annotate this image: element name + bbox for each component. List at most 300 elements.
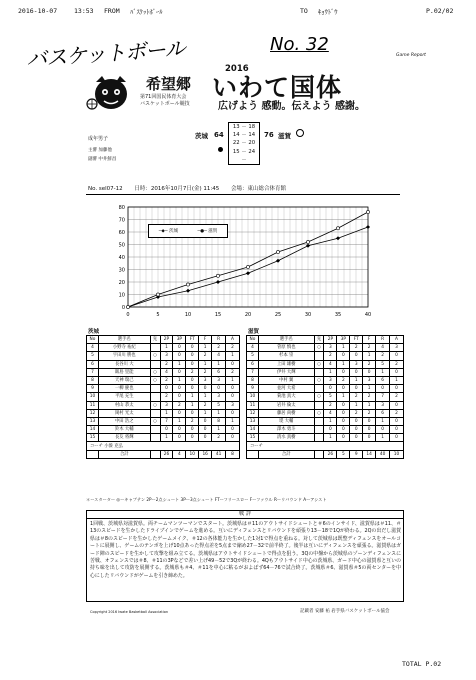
- table-cell: 1: [186, 393, 199, 401]
- table-cell: [150, 426, 160, 434]
- legend-series-b-label: 滋賀: [208, 229, 218, 234]
- table-cell: 1: [199, 393, 212, 401]
- x-tick-label: 20: [244, 312, 252, 318]
- table-cell: [150, 344, 160, 352]
- table-cell: 3: [212, 393, 226, 401]
- table-cell: 2: [199, 368, 212, 376]
- table-cell: 9: [247, 385, 259, 393]
- table-cell: 0: [226, 426, 240, 434]
- series-point-1: [336, 236, 340, 240]
- category-label: 成年男子: [88, 136, 109, 142]
- chart-legend: [148, 224, 228, 238]
- y-tick-label: 30: [118, 267, 125, 274]
- stats_b-header-cell: R: [376, 336, 390, 344]
- table-cell: [314, 368, 324, 376]
- recorder: 記載者 安藤 祐 岩手県バスケットボール協会: [300, 609, 390, 614]
- stats_a-header-cell: FT: [186, 336, 199, 344]
- table-row: [247, 344, 404, 352]
- handwritten-number: [270, 34, 329, 55]
- table-cell: ○: [314, 344, 324, 352]
- table-cell: 15: [87, 434, 99, 442]
- referee-sub: 副審 中井鮮昌: [88, 157, 117, 162]
- stats-a-caption: 茨城: [88, 329, 100, 335]
- table-cell: 3: [390, 344, 404, 352]
- score-progress-chart: [104, 201, 376, 324]
- table-cell: 5: [247, 352, 259, 360]
- table-row: [87, 352, 240, 360]
- table-cell: 0: [324, 426, 337, 434]
- coach-row: [87, 442, 240, 450]
- table-cell: 0: [173, 409, 186, 417]
- table-cell: [150, 393, 160, 401]
- table-cell: 天神 瑞己: [98, 376, 150, 384]
- series-point-1: [216, 280, 220, 284]
- total-cell: [314, 450, 324, 458]
- table-cell: 6: [376, 409, 390, 417]
- table-cell: 2: [337, 376, 350, 384]
- table-cell: 11: [247, 401, 259, 409]
- table-cell: 2: [173, 401, 186, 409]
- handwritten-title: バスケットボール: [25, 36, 186, 72]
- table-cell: [314, 434, 324, 442]
- table-cell: 8: [212, 417, 226, 425]
- comment-heading: 戦 評: [86, 510, 404, 519]
- table-row: [87, 393, 240, 401]
- table-cell: 4: [247, 344, 259, 352]
- table-cell: 2: [390, 409, 404, 417]
- table-row: [87, 344, 240, 352]
- table-cell: 3: [199, 376, 212, 384]
- table-cell: 飯島 里能: [98, 368, 150, 376]
- table-cell: 2: [350, 409, 363, 417]
- table-cell: ○: [314, 409, 324, 417]
- table-cell: 1: [199, 360, 212, 368]
- table-cell: 5: [87, 352, 99, 360]
- x-tick-label: 0: [126, 312, 130, 318]
- table-cell: 1: [173, 417, 186, 425]
- coach-cell: コーチ 小湊 克弘: [87, 442, 240, 450]
- fax-page: P.02/02: [426, 7, 454, 15]
- table-cell: 0: [186, 360, 199, 368]
- table-cell: 1: [337, 393, 350, 401]
- table-cell: 4: [87, 344, 99, 352]
- table-row: [87, 376, 240, 384]
- table-cell: 1: [160, 434, 173, 442]
- slogan: 広げよう 感動。伝えよう 感謝。: [218, 101, 365, 112]
- series-point-2: [216, 274, 219, 277]
- table-cell: 岩井 倫太: [258, 401, 314, 409]
- team-b-score: 76: [264, 131, 274, 139]
- table-cell: 0: [173, 368, 186, 376]
- table-cell: 小野寺 祐紀: [98, 344, 150, 352]
- table-cell: 6: [376, 376, 390, 384]
- table-cell: 0: [350, 417, 363, 425]
- coach-row: [247, 442, 404, 450]
- table-cell: 13: [247, 417, 259, 425]
- stats-table-b: [246, 335, 404, 459]
- table-cell: 1: [363, 352, 376, 360]
- table-row: [247, 417, 404, 425]
- fax-to-name: ｷｮｳﾄﾞｳ: [318, 8, 338, 16]
- table-row: [247, 426, 404, 434]
- table-row: [247, 385, 404, 393]
- table-cell: 3: [212, 376, 226, 384]
- divider: [86, 194, 400, 195]
- table-row: [87, 401, 240, 409]
- table-cell: 岡村 光太: [98, 409, 150, 417]
- table-cell: 0: [160, 385, 173, 393]
- table-cell: ○: [150, 368, 160, 376]
- table-cell: 2: [350, 393, 363, 401]
- copyright: Copyright 2016 Iwate Basketball Association: [90, 610, 169, 614]
- table-cell: 0: [186, 409, 199, 417]
- table-cell: 1: [212, 409, 226, 417]
- table-row: [87, 360, 240, 368]
- period-score-3: 22 － 20: [228, 139, 260, 148]
- table-cell: 清水 真樹: [258, 434, 314, 442]
- table-cell: 2: [324, 401, 337, 409]
- total-cell: 4: [173, 450, 186, 458]
- table-cell: 3: [160, 401, 173, 409]
- total-cell: 41: [212, 450, 226, 458]
- table-cell: 0: [173, 352, 186, 360]
- y-tick-label: 10: [118, 292, 125, 299]
- legend-series-a: ─◆─ 茨城: [158, 229, 179, 234]
- total-cell: 合計: [98, 450, 150, 458]
- table-cell: 1: [376, 368, 390, 376]
- table-cell: 13: [87, 417, 99, 425]
- table-cell: 7: [247, 368, 259, 376]
- table-cell: 11: [87, 401, 99, 409]
- table-cell: 0: [173, 426, 186, 434]
- table-cell: ○: [314, 360, 324, 368]
- x-tick-label: 5: [156, 312, 160, 318]
- table-cell: 0: [363, 368, 376, 376]
- table-cell: 1: [212, 360, 226, 368]
- series-point-2: [336, 227, 339, 230]
- table-cell: 中田 浩之: [98, 417, 150, 425]
- x-tick-label: 35: [334, 312, 342, 318]
- comment-body: 1回戦、茨城県対滋賀県。両チームマンツーマンでスタート。茨城県は＃11のアウトサイドシュートと＃6のインサイド、滋賀県は＃11、＃13のスピードを生かしたドライブインでゲームを進める。互いにディフェンスとリバウンドを頑張り13－18で1Qが終わる。2Qの出だし滋賀県は＃8のスピードを生かしたゲームメイク、＃12の各体能力を生かした1対1で得点を重ねる。対して茨城県は既整ディフェンスをオールコートに展開し、ゲームのテンポを上げ10点あった得点差を5点まで縮め27－32で前半終了。後半は互いにディフェンスを頑張る。滋賀県はガード陣のスピードを生かして攻撃を組み立てる。茨城県はアウトサイドシュートで得点を狙う。3Qの中盤から茨城県のゾーンディフェンスに苦戦、オフェンスでは＃8、＃11の3Pなどで差い上げ49－52で3Qが終わる。4Qもアウトサイド中心の茨城県、ガード中心の滋賀県と互いの持ち味を出して攻防を展開する。茨城県も＃4、＃11を中心に粘るがおよばず64－76で試合終了。茨城県＃6、滋賀県＃5の両センターを中心にしたリバウンドがゲームを引き締めた。: [90, 521, 401, 579]
- table-cell: 1: [376, 417, 390, 425]
- table-cell: [314, 426, 324, 434]
- table-cell: 0: [186, 434, 199, 442]
- x-tick-label: 25: [274, 312, 282, 318]
- table-cell: 14: [87, 426, 99, 434]
- table-cell: 0: [173, 344, 186, 352]
- stats_a-header-cell: No: [87, 336, 99, 344]
- table-cell: 2: [212, 344, 226, 352]
- table-cell: 0: [390, 426, 404, 434]
- period-score-1: 13 － 18: [228, 122, 260, 131]
- table-cell: 0: [186, 426, 199, 434]
- series-point-2: [246, 265, 249, 268]
- series-point-1: [366, 225, 370, 229]
- total-cell: 40: [376, 450, 390, 458]
- table-cell: 0: [390, 417, 404, 425]
- table-cell: 0: [199, 385, 212, 393]
- stats-table-a: [86, 335, 240, 459]
- table-cell: ○: [150, 376, 160, 384]
- total-cell: 16: [199, 450, 212, 458]
- stats_a-header-cell: A: [226, 336, 240, 344]
- table-cell: 0: [350, 368, 363, 376]
- y-tick-label: 80: [118, 205, 125, 211]
- table-cell: 0: [324, 385, 337, 393]
- table-cell: 1: [363, 401, 376, 409]
- table-cell: 2: [186, 368, 199, 376]
- table-cell: 3: [324, 344, 337, 352]
- team-a-score: 64: [214, 131, 224, 139]
- table-cell: 中村 翼: [258, 376, 314, 384]
- table-cell: 0: [390, 401, 404, 409]
- table-cell: 0: [363, 434, 376, 442]
- table-cell: 0: [363, 417, 376, 425]
- table-cell: 1: [324, 417, 337, 425]
- table-cell: 堤 大輔: [258, 417, 314, 425]
- table-cell: ○: [314, 393, 324, 401]
- table-cell: ○: [150, 417, 160, 425]
- event-subtitle-1: 第71回国民体育大会: [140, 94, 187, 100]
- table-cell: 2: [363, 344, 376, 352]
- table-cell: 15: [247, 434, 259, 442]
- series-point-2: [126, 305, 129, 308]
- table-cell: 並河 大希: [258, 385, 314, 393]
- game-info: [88, 184, 296, 192]
- table-cell: [314, 352, 324, 360]
- series-point-1: [276, 259, 280, 263]
- total-cell: 合計: [258, 450, 314, 458]
- table-cell: 0: [350, 434, 363, 442]
- table-cell: 2: [390, 360, 404, 368]
- table-cell: 6: [212, 368, 226, 376]
- table-cell: 0: [199, 426, 212, 434]
- stats_a-header-cell: 選手名: [98, 336, 150, 344]
- total-cell: 10: [390, 450, 404, 458]
- table-cell: ○: [314, 376, 324, 384]
- table-row: [247, 409, 404, 417]
- table-cell: 3: [376, 401, 390, 409]
- table-row: [87, 409, 240, 417]
- table-cell: 0: [186, 344, 199, 352]
- table-cell: 0: [226, 385, 240, 393]
- table-cell: 1: [363, 385, 376, 393]
- table-cell: 菅原 慎也: [258, 344, 314, 352]
- fax-from-name: ﾊﾞｽｹｯﾄﾎﾞｰﾙ: [130, 8, 163, 16]
- table-cell: 1: [160, 344, 173, 352]
- table-cell: 0: [212, 385, 226, 393]
- table-cell: 1: [324, 434, 337, 442]
- table-cell: [314, 401, 324, 409]
- total-cell: 5: [337, 450, 350, 458]
- table-row: [87, 385, 240, 393]
- table-cell: 4: [324, 409, 337, 417]
- table-cell: 0: [199, 434, 212, 442]
- table-cell: 杉本 崇: [258, 352, 314, 360]
- table-cell: 0: [186, 385, 199, 393]
- handwritten-number-text: No. 32: [270, 34, 329, 55]
- table-cell: 8: [87, 376, 99, 384]
- table-cell: 2: [199, 352, 212, 360]
- x-tick-label: 40: [364, 312, 372, 318]
- fax-time: 13:53: [74, 7, 94, 15]
- table-cell: 0: [376, 426, 390, 434]
- table-cell: 上田 雄樹: [258, 360, 314, 368]
- table-cell: 4: [160, 368, 173, 376]
- x-tick-label: 15: [214, 312, 222, 318]
- table-cell: 1: [226, 352, 240, 360]
- mascot-icon: [84, 70, 138, 114]
- table-cell: 0: [390, 385, 404, 393]
- table-cell: 4: [376, 344, 390, 352]
- total-row: [87, 450, 240, 458]
- game-venue: 会場：東山総合体育館: [231, 186, 287, 192]
- kibou-title: 希望郷: [146, 75, 192, 93]
- stats_b-header-cell: 選手名: [258, 336, 314, 344]
- stats-b-caption: 滋賀: [248, 329, 260, 335]
- table-cell: 3: [324, 376, 337, 384]
- table-cell: [314, 385, 324, 393]
- period-score-ot: －: [228, 156, 260, 165]
- table-cell: 藤居 尚樹: [258, 409, 314, 417]
- table-cell: 2: [212, 434, 226, 442]
- table-cell: 0: [337, 426, 350, 434]
- stats_a-header-cell: R: [212, 336, 226, 344]
- stats_b-header-cell: FT: [350, 336, 363, 344]
- y-tick-label: 50: [118, 242, 125, 249]
- table-cell: 2: [160, 360, 173, 368]
- table-cell: 0: [350, 426, 363, 434]
- y-tick-label: 40: [118, 255, 125, 261]
- table-cell: 2: [324, 352, 337, 360]
- table-cell: 長友 将輝: [98, 434, 150, 442]
- table-cell: 0: [390, 368, 404, 376]
- series-point-1: [186, 289, 190, 293]
- table-row: [247, 368, 404, 376]
- table-cell: [314, 417, 324, 425]
- y-tick-label: 0: [121, 305, 125, 311]
- table-cell: 4: [212, 352, 226, 360]
- table-row: [247, 376, 404, 384]
- table-cell: 0: [337, 385, 350, 393]
- y-tick-label: 20: [118, 280, 125, 286]
- table-cell: 菊池 真大: [258, 393, 314, 401]
- table-cell: [150, 409, 160, 417]
- series-point-2: [306, 240, 309, 243]
- table-cell: 平尾 充生: [98, 393, 150, 401]
- table-cell: 0: [173, 393, 186, 401]
- iwate-kokutai-title: いわて国体: [212, 73, 343, 102]
- event-subtitle-2: バスケットボール競技: [140, 101, 190, 107]
- referee-main: 主審 加藤他: [88, 148, 112, 153]
- table-cell: 9: [87, 385, 99, 393]
- table-cell: 0: [186, 352, 199, 360]
- table-cell: 0: [199, 417, 212, 425]
- legend-series-a-label: 茨城: [169, 229, 179, 234]
- fax-to-label: TO: [300, 7, 308, 15]
- total-cell: 8: [226, 450, 240, 458]
- year-label: 2016: [225, 64, 249, 74]
- fax-from-label: FROM: [104, 7, 120, 15]
- series-point-1: [246, 271, 250, 275]
- table-cell: 0: [226, 434, 240, 442]
- series-point-2: [156, 293, 159, 296]
- table-cell: 2: [363, 409, 376, 417]
- table-row: [247, 401, 404, 409]
- table-cell: 2: [199, 401, 212, 409]
- table-cell: 1: [376, 434, 390, 442]
- table-cell: 0: [160, 426, 173, 434]
- stats_a-header-cell: 3P: [173, 336, 186, 344]
- table-cell: 2: [350, 344, 363, 352]
- game-datetime: 日時：2016年10月7日(金) 11:45: [134, 186, 220, 192]
- total-cell: [247, 450, 259, 458]
- y-tick-label: 70: [118, 217, 125, 224]
- table-cell: 0: [376, 385, 390, 393]
- table-cell: 0: [337, 401, 350, 409]
- table-row: [247, 393, 404, 401]
- table-cell: 1: [199, 344, 212, 352]
- total-row: [247, 450, 404, 458]
- table-cell: 1: [324, 368, 337, 376]
- total-cell: 10: [186, 450, 199, 458]
- table-cell: 1: [337, 360, 350, 368]
- table-cell: 10: [87, 393, 99, 401]
- stats_a-header-cell: 2P: [160, 336, 173, 344]
- stats_b-header-cell: F: [363, 336, 376, 344]
- table-cell: 1: [390, 376, 404, 384]
- fax-total: TOTAL P.02: [402, 660, 442, 668]
- table-cell: 7: [376, 393, 390, 401]
- table-cell: 2: [160, 376, 173, 384]
- table-cell: [150, 360, 160, 368]
- total-cell: [87, 450, 99, 458]
- table-cell: 2: [390, 393, 404, 401]
- table-cell: 鈴木 大輔: [98, 426, 150, 434]
- table-cell: 0: [186, 376, 199, 384]
- table-cell: 3: [226, 401, 240, 409]
- table-cell: 2: [226, 344, 240, 352]
- table-cell: 0: [337, 368, 350, 376]
- total-cell: 9: [350, 450, 363, 458]
- table-cell: 1: [350, 376, 363, 384]
- table-cell: 8: [247, 376, 259, 384]
- table-cell: 1: [226, 417, 240, 425]
- table-cell: 1: [173, 360, 186, 368]
- table-cell: 0: [337, 417, 350, 425]
- x-tick-label: 10: [184, 312, 192, 318]
- table-cell: 1: [337, 344, 350, 352]
- table-row: [87, 434, 240, 442]
- period-score-4: 15 － 24: [228, 148, 260, 157]
- team-b-name: 滋賀: [278, 132, 291, 140]
- table-cell: 村山 恭太: [98, 401, 150, 409]
- stats_a-header-cell: F: [199, 336, 212, 344]
- table-cell: 1: [212, 426, 226, 434]
- table-cell: 2: [376, 352, 390, 360]
- table-cell: 1: [173, 376, 186, 384]
- table-cell: 0: [390, 434, 404, 442]
- table-row: [247, 352, 404, 360]
- table-cell: 6: [247, 360, 259, 368]
- period-scores: [228, 122, 260, 165]
- stats-legend: ＊ースターター ◎ーキャプテン 2Pー2点シュート 3Pー3点シュート FTーフリースロー Fーファウル Rーリバウンド Aーアシスト: [86, 497, 327, 502]
- table-cell: 2: [160, 393, 173, 401]
- table-row: [87, 417, 240, 425]
- table-cell: 0: [337, 352, 350, 360]
- table-cell: 0: [226, 393, 240, 401]
- table-cell: 14: [247, 426, 259, 434]
